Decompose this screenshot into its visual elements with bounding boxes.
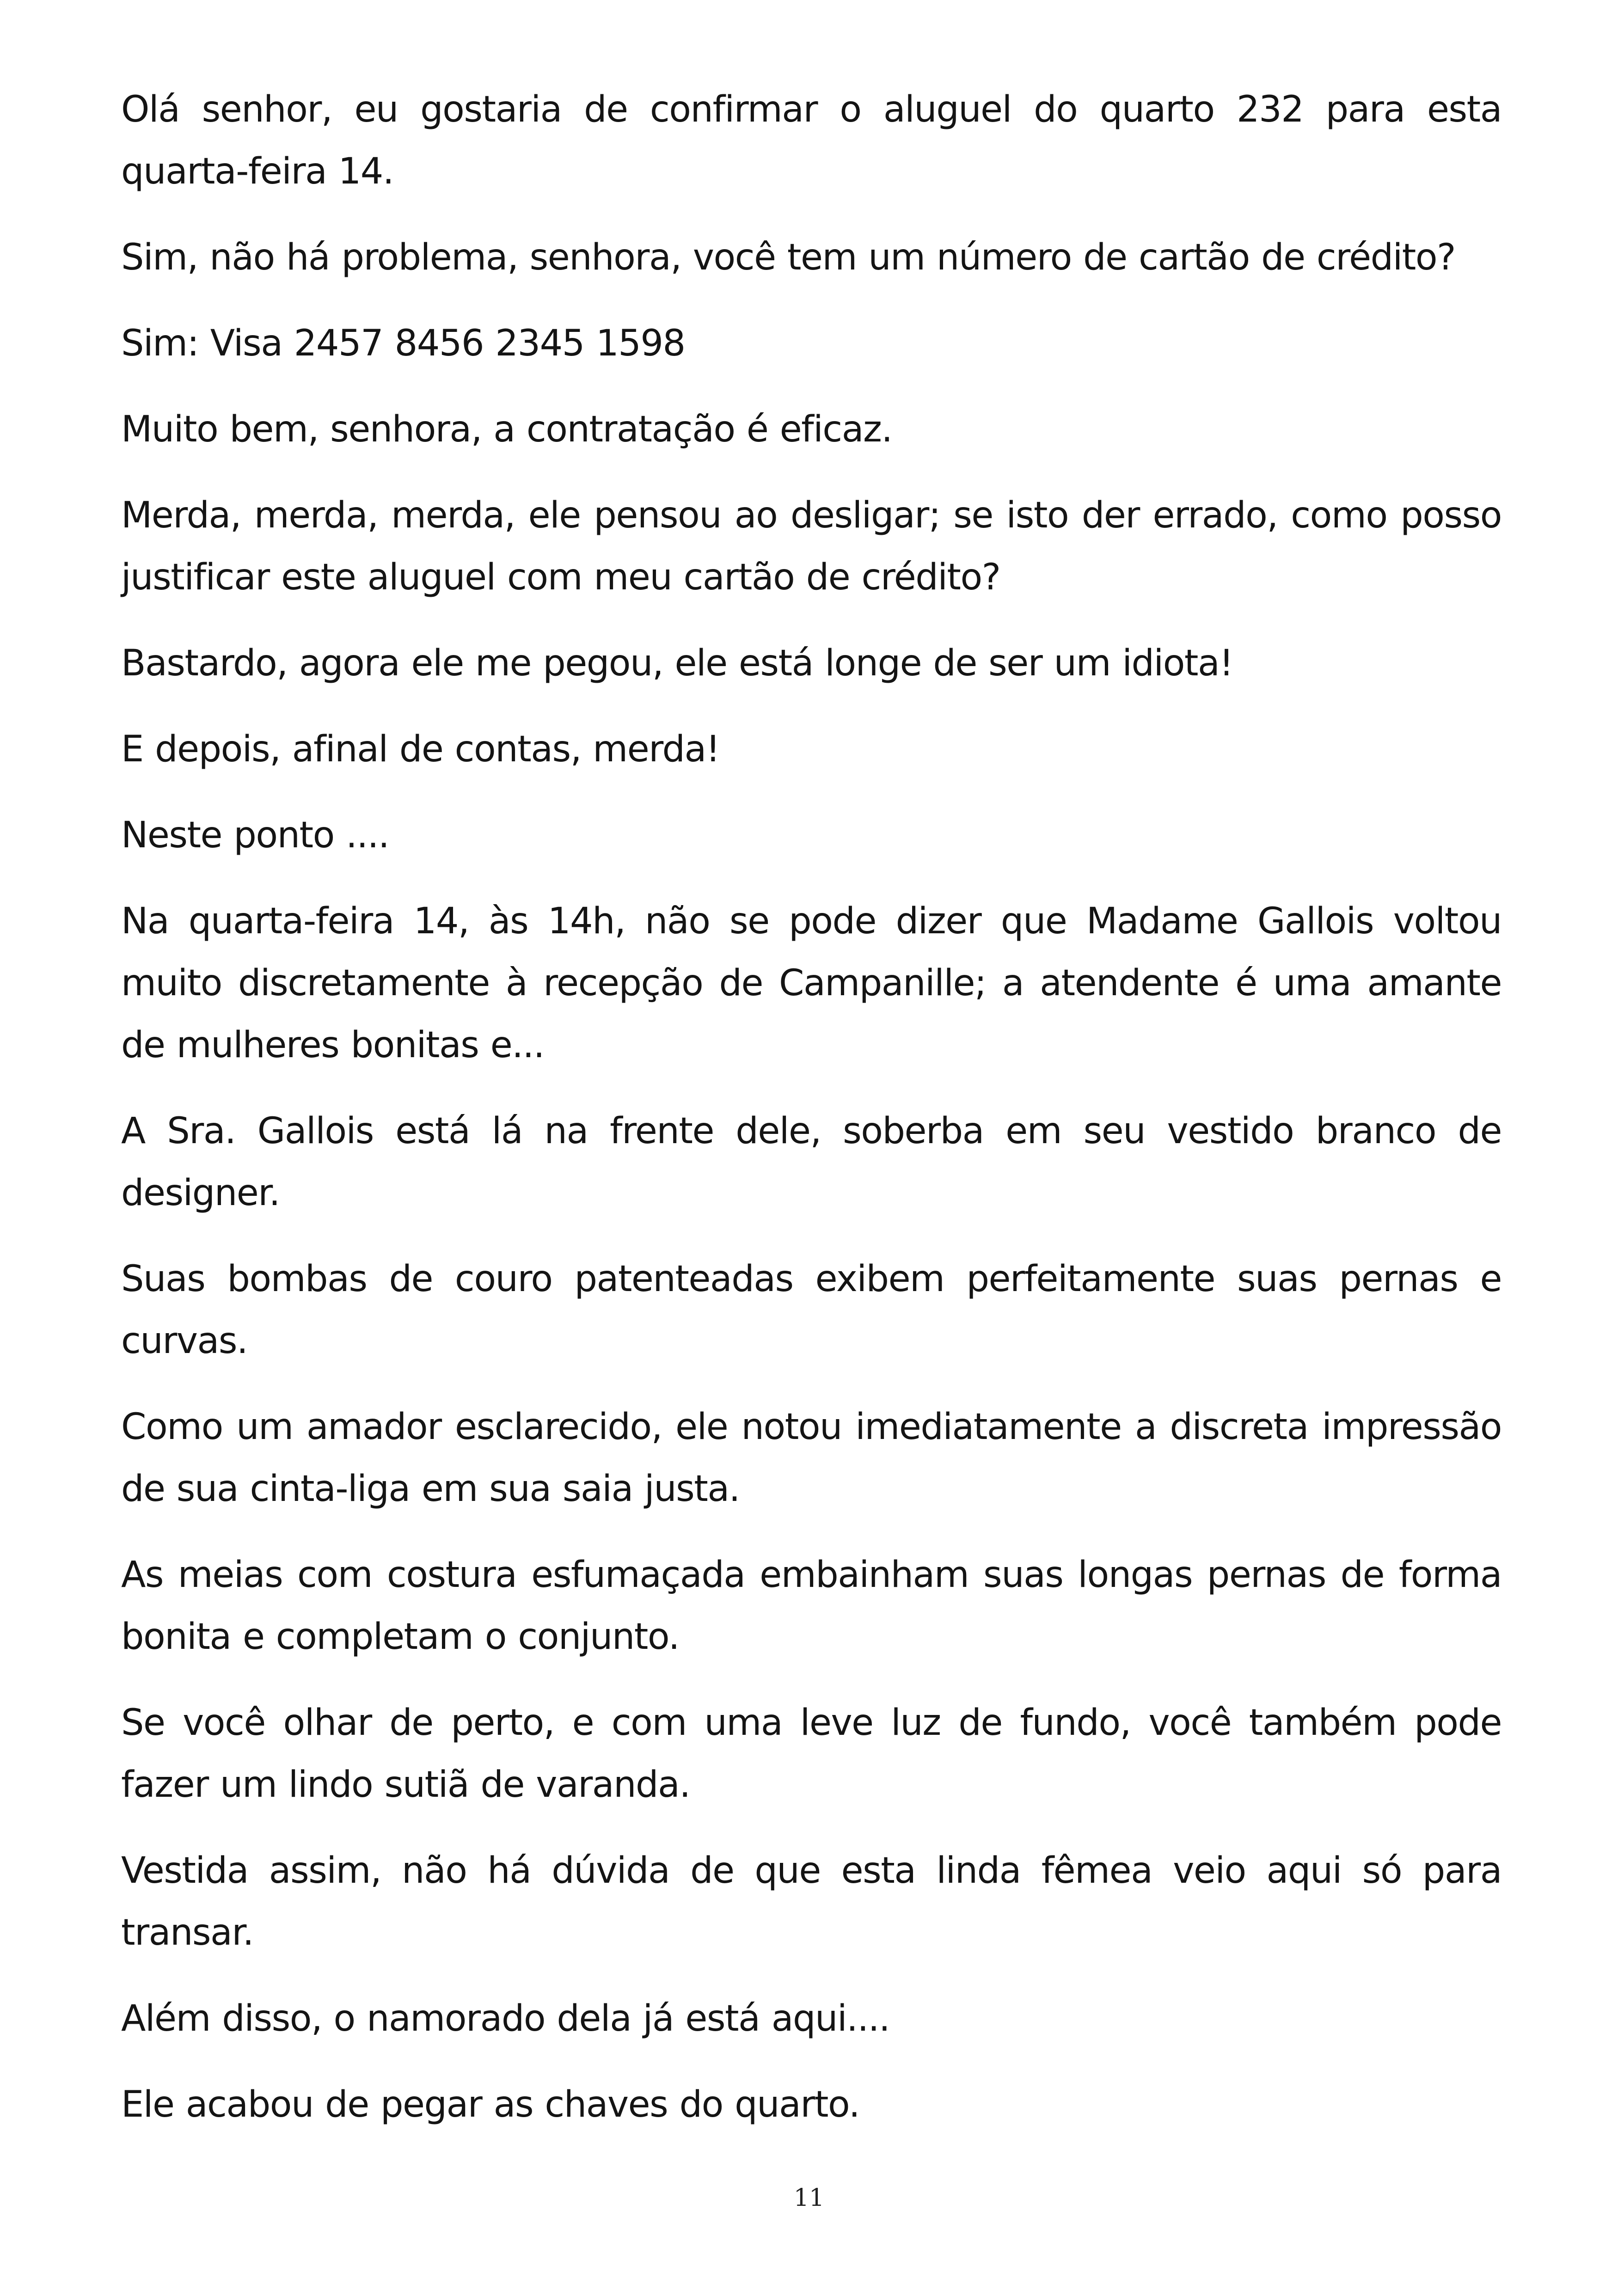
paragraph-16: Além disso, o namorado dela já está aqui.... [121,1998,890,2039]
paragraph-4: Muito bem, senhora, a contratação é eficaz. [121,409,892,450]
page-number: 11 [793,2184,825,2212]
paragraph-1: Olá senhor, eu gostaria de confirmar o aluguel do quarto 232 para esta quarta-feira 14. [121,89,1502,192]
paragraph-11: Suas bombas de couro patenteadas exibem perfeitamente suas pernas e curvas. [121,1258,1502,1362]
paragraph-14: Se você olhar de perto, e com uma leve luz de fundo, você também pode fazer um lindo sutiã de varanda. [121,1702,1502,1806]
paragraph-2: Sim, não há problema, senhora, você tem um número de cartão de crédito? [121,237,1455,278]
paragraph-8: Neste ponto .... [121,814,389,856]
paragraph-15: Vestida assim, não há dúvida de que esta linda fêmea veio aqui só para transar. [121,1850,1502,1953]
paragraph-9: Na quarta-feira 14, às 14h, não se pode dizer que Madame Gallois voltou muito discretamente à recepção de Campanille; a atendente é uma amante de mulheres bonitas e... [121,900,1502,1066]
paragraph-10: A Sra. Gallois está lá na frente dele, soberba em seu vestido branco de designer. [121,1110,1502,1214]
paragraph-3: Sim: Visa 2457 8456 2345 1598 [121,323,685,364]
paragraph-12: Como um amador esclarecido, ele notou imediatamente a discreta impressão de sua cinta-liga em sua saia justa. [121,1406,1502,1510]
body-text [121,79,1502,2160]
paragraph-6: Bastardo, agora ele me pegou, ele está longe de ser um idiota! [121,643,1233,684]
paragraph-17: Ele acabou de pegar as chaves do quarto. [121,2084,860,2125]
paragraph-7: E depois, afinal de contas, merda! [121,729,720,770]
paragraph-13: As meias com costura esfumaçada embainham suas longas pernas de forma bonita e completam o conjunto. [121,1554,1502,1658]
paragraph-5: Merda, merda, merda, ele pensou ao desligar; se isto der errado, como posso justificar este aluguel com meu cartão de crédito? [121,495,1502,598]
